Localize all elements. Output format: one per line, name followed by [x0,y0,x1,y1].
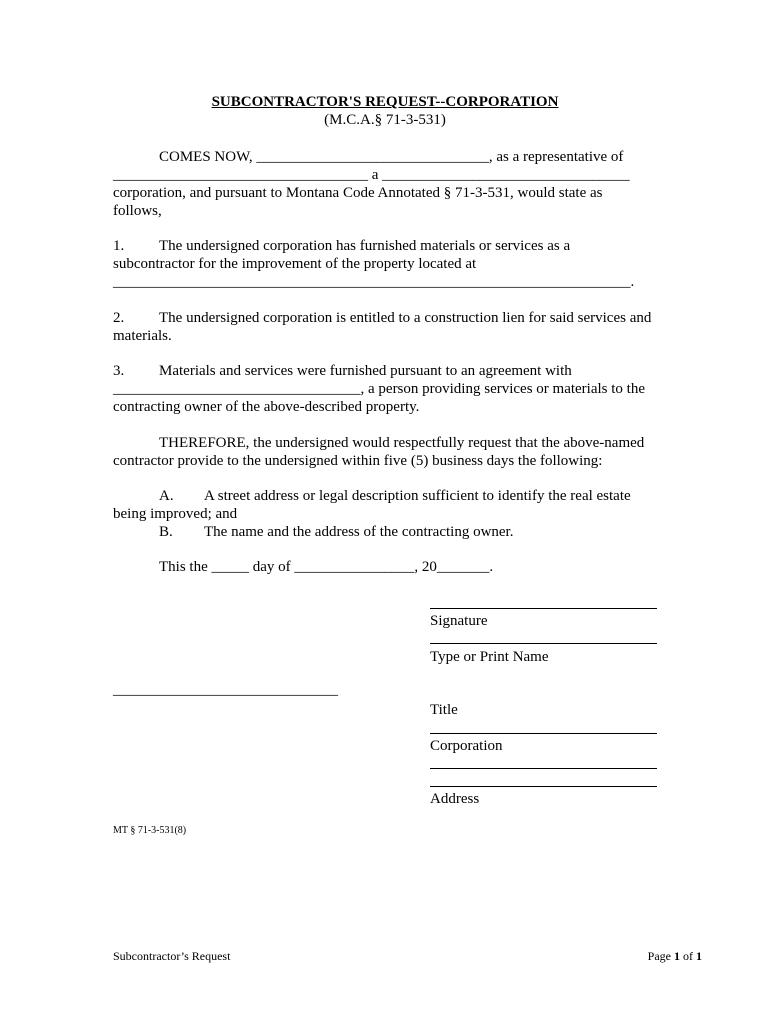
item-1-number: 1. [113,238,125,254]
page-current: 1 [674,949,680,963]
signature-line [430,608,657,609]
item-2-line-2: materials. [113,328,172,344]
item-3-line-1: Materials and services were furnished pursuant to an agreement with [159,363,572,379]
therefore-line-1: THEREFORE, the undersigned would respectfully request that the above-named [159,435,645,451]
date-line: This the _____ day of ________________, 20_______. [159,559,494,575]
item-a-line-2: being improved; and [113,506,238,522]
page-number [648,949,702,963]
intro-line-3: corporation, and pursuant to Montana Code Annotated § 71-3-531, would state as [113,185,603,201]
page-prefix: Page [647,949,674,963]
item-1-line-3: _____________________________________________________________________. [113,274,635,290]
item-b-line-1: The name and the address of the contracting owner. [204,524,514,540]
therefore-line-2: contractor provide to the undersigned within five (5) business days the following: [113,453,603,469]
left-signature-line: ______________________________ [113,682,338,698]
intro-line-1: COMES NOW, _______________________________, as a representative of [159,149,624,165]
item-b-letter: B. [159,524,173,540]
item-1-line-2: subcontractor for the improvement of the property located at [113,256,477,272]
item-3-number: 3. [113,363,125,379]
print-name-label: Type or Print Name [430,649,549,665]
intro-line-4: follows, [113,203,162,219]
page-total: 1 [696,949,702,963]
corporation-line [430,768,657,769]
statute-reference: (M.C.A.§ 71-3-531) [324,112,446,128]
form-code: MT § 71-3-531(8) [113,825,187,836]
item-a-line-1: A street address or legal description sufficient to identify the real estate [204,488,631,504]
address-line [430,786,657,787]
document-title: SUBCONTRACTOR'S REQUEST--CORPORATION [211,94,559,110]
print-name-line [430,643,657,644]
item-2-line-1: The undersigned corporation is entitled to a construction lien for said services and [159,310,652,326]
item-2-number: 2. [113,310,125,326]
address-label: Address [430,791,480,807]
item-a-letter: A. [159,488,174,504]
corporation-label: Corporation [430,738,503,754]
signature-label: Signature [430,613,488,629]
footer-title: Subcontractor’s Request [113,949,231,963]
title-line [430,733,657,734]
item-1-line-1: The undersigned corporation has furnished materials or services as a [159,238,571,254]
item-3-line-2: _________________________________, a person providing services or materials to the [113,381,646,397]
page-of: of [680,949,696,963]
intro-line-2: __________________________________ a _________________________________ [113,167,630,183]
item-3-line-3: contracting owner of the above-described property. [113,399,420,415]
title-label: Title [430,702,458,718]
